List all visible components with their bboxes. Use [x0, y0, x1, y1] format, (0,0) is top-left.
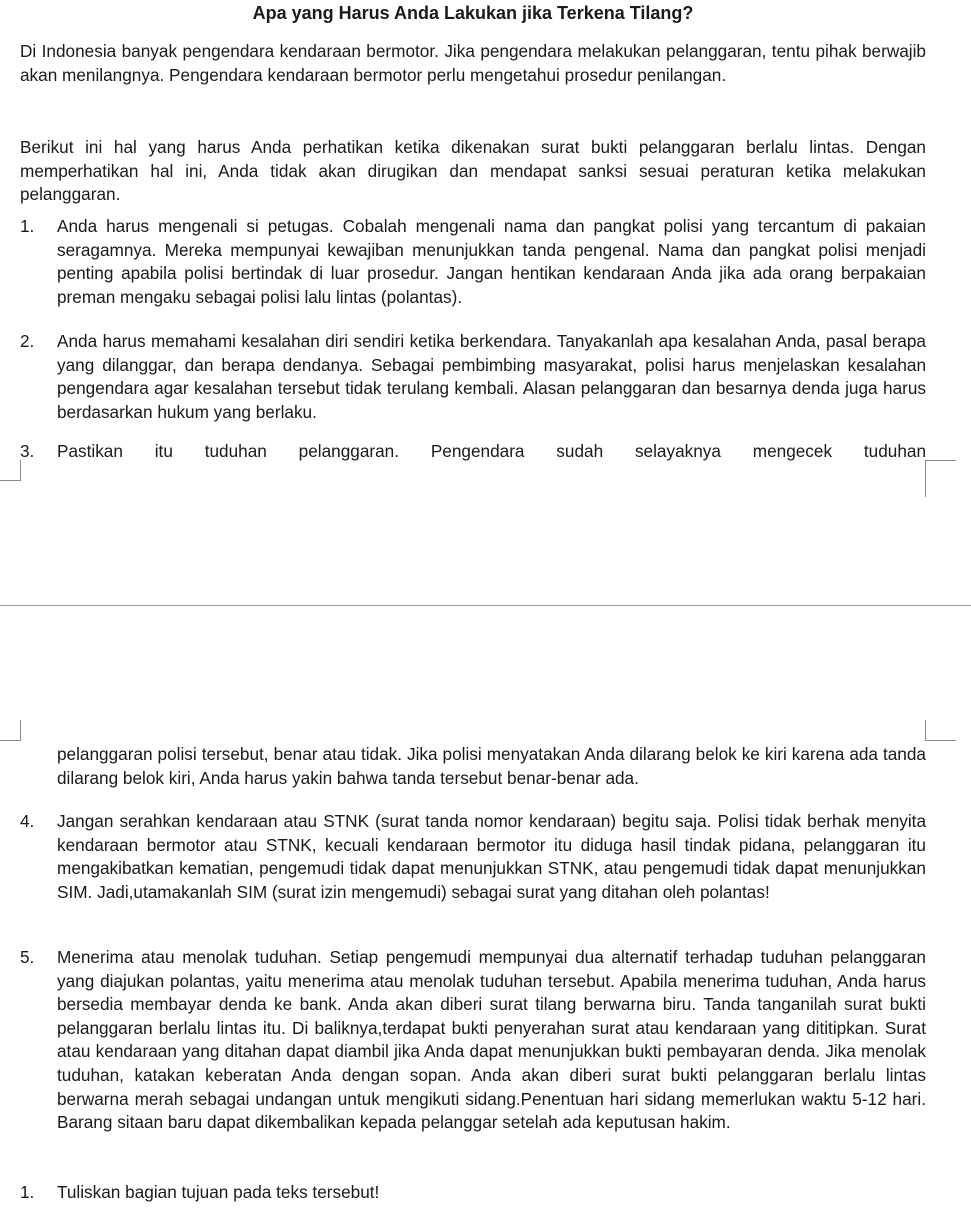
list-item-2 [20, 330, 926, 424]
list-item-1 [20, 215, 926, 309]
list-item-number: 2. [20, 331, 35, 351]
document-page-1 [0, 0, 971, 480]
intro-paragraph-2: Berikut ini hal yang harus Anda perhatikan ketika dikenakan surat bukti pelanggaran berlalu lintas. Dengan memperhatikan hal ini, Anda tidak akan dirugikan dan mendapat sanksi sesuai peraturan ketika melakukan pelanggaran. [20, 137, 926, 205]
list-item-text: Menerima atau menolak tuduhan. Setiap pengemudi mempunyai dua alternatif terhadap tuduhan pelanggaran yang diajukan polantas, yaitu menerima atau menolak tuduhan tersebut. Apabila menerima tuduhan, Anda harus bersedia membayar denda ke bank. Anda akan diberi surat tilang berwarna biru. Tanda tanganilah surat bukti pelanggaran berlalu lintas itu. Di baliknya,terdapat bukti penyerahan surat atau kendaraan yang dititipkan. Surat atau kendaraan yang ditahan dapat diambil jika Anda dapat menunjukkan bukti pembayaran denda. Jika menolak tuduhan, katakan keberatan Anda dengan sopan. Anda akan diberi surat bukti pelanggaran berlalu lintas berwarna merah sebagai undangan untuk mengikuti sidang.Penentuan hari sidang memerlukan waktu 5-12 hari. Barang sitaan baru dapat dikembalikan kepada pelanggar setelah ada keputusan hakim. [57, 947, 926, 1133]
list-item-3 [20, 440, 926, 464]
page-break-line [0, 605, 971, 606]
list-item-number: 4. [20, 811, 35, 831]
list-item-number: 1. [20, 216, 35, 236]
list-item-number: 5. [20, 947, 35, 967]
list-item-text: Jangan serahkan kendaraan atau STNK (surat tanda nomor kendaraan) begitu saja. Polisi tidak berhak menyita kendaraan bermotor atau STNK, kecuali kendaraan bermotor itu diduga hasil tindak pidana, pelanggaran itu mengakibatkan kematian, pengemudi tidak dapat menunjukkan STNK, atau pengemudi tidak dapat menunjukkan SIM. Jadi,utamakanlah SIM (surat izin mengemudi) sebagai surat yang ditahan oleh polantas! [57, 811, 926, 902]
page-1-content [20, 0, 926, 480]
list-item-text: Anda harus mengenali si petugas. Cobalah mengenali nama dan pangkat polisi yang tercantum di pakaian seragamnya. Mereka mempunyai kewajiban menunjukkan tanda pengenal. Nama dan pangkat polisi menjadi penting apabila polisi bertindak di luar prosedur. Jangan hentikan kendaraan Anda jika ada orang berpakaian preman mengaku sebagai polisi lalu lintas (polantas). [57, 216, 926, 307]
crop-mark-top-right [925, 460, 956, 497]
list-item-text: Pastikan itu tuduhan pelanggaran. Pengendara sudah selayaknya mengecek tuduhan [57, 441, 926, 461]
list-item-number: 3. [20, 441, 35, 461]
list-item-text: Anda harus memahami kesalahan diri sendiri ketika berkendara. Tanyakanlah apa kesalahan Anda, pasal berapa yang dilanggar, dan berapa dendanya. Sebagai pembimbing masyarakat, polisi harus menjelaskan kesalahan pengendara agar kesalahan tersebut tidak terulang kembali. Alasan pelanggaran dan besarnya denda juga harus berdasarkan hukum yang berlaku. [57, 331, 926, 422]
list-item-text-continuation: pelanggaran polisi tersebut, benar atau tidak. Jika polisi menyatakan Anda dilarang belok ke kiri karena ada tanda dilarang belok kiri, Anda harus yakin bahwa tanda tersebut benar-benar ada. [57, 744, 926, 788]
question-text: Tuliskan bagian tujuan pada teks tersebut! [57, 1182, 380, 1202]
document-page-2 [0, 722, 971, 1214]
crop-mark-top-left [0, 460, 21, 481]
intro-paragraph-1: Di Indonesia banyak pengendara kendaraan bermotor. Jika pengendara melakukan pelanggaran, tentu pihak berwajib akan menilangnya. Pengendara kendaraan bermotor perlu mengetahui prosedur penilangan. [20, 41, 926, 85]
document-title: Apa yang Harus Anda Lakukan jika Terkena Tilang? [252, 3, 694, 23]
question-number: 1. [20, 1182, 35, 1202]
